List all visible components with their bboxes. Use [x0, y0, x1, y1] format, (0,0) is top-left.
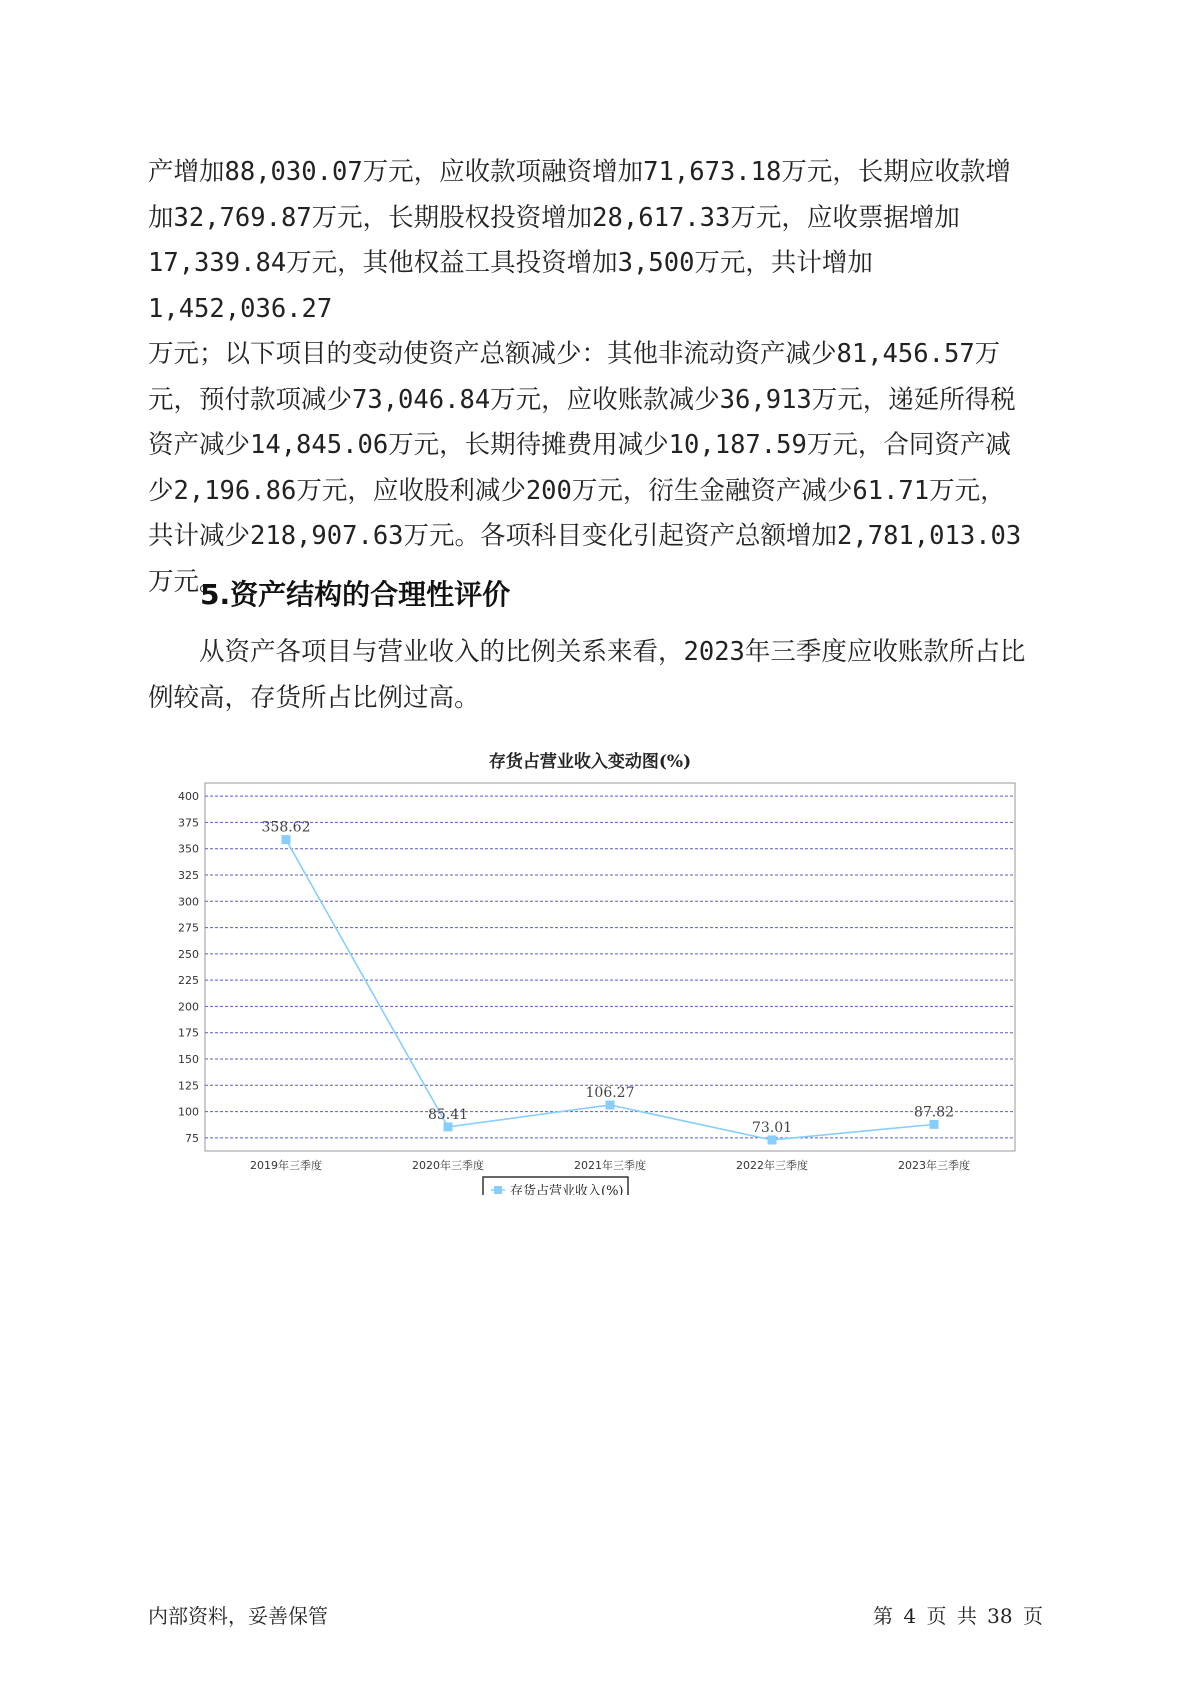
- data-point: [606, 1100, 615, 1109]
- y-tick-label: 100: [178, 1105, 199, 1119]
- y-axis: [178, 790, 199, 1145]
- body-text: [148, 150, 1048, 605]
- body-line: 共计减少218,907.63万元。各项科目变化引起资产总额增加2,781,013.03: [148, 521, 1022, 551]
- data-point: [930, 1120, 939, 1129]
- chart-title: 存货占营业收入变动图(%): [488, 752, 692, 772]
- legend: [483, 1177, 628, 1195]
- data-point: [444, 1122, 453, 1131]
- y-tick-label: 350: [178, 842, 199, 856]
- data-label: 85.41: [427, 1106, 469, 1123]
- body-line: 加32,769.87万元，长期股权投资增加28,617.33万元，应收票据增加: [148, 202, 960, 233]
- body-line: 资产减少14,845.06万元，长期待摊费用减少10,187.59万元，合同资产减: [148, 430, 1011, 460]
- inventory-ratio-chart: [150, 745, 1030, 1195]
- y-tick-label: 125: [178, 1079, 199, 1093]
- legend-label: 存货占营业收入(%): [510, 1184, 624, 1195]
- body-line: 万元；以下项目的变动使资产总额减少：其他非流动资产减少81,456.57万: [148, 339, 1001, 369]
- y-tick-label: 400: [178, 790, 199, 804]
- y-tick-label: 275: [178, 921, 199, 935]
- y-tick-label: 75: [185, 1131, 199, 1145]
- x-axis: [250, 1158, 970, 1172]
- section-paragraph: [148, 630, 1048, 721]
- body-line: 少2,196.86万元，应收股利减少200万元，衍生金融资产减少61.71万元，: [148, 475, 1006, 506]
- footer-confidential: 内部资料，妥善保管: [148, 1604, 328, 1628]
- legend-marker: [494, 1186, 502, 1194]
- body-line: 万元。: [148, 566, 225, 597]
- body-line: 17,339.84万元，其他权益工具投资增加3,500万元，共计增加1,452,036.27: [148, 248, 873, 324]
- x-tick-label: 2022年三季度: [736, 1159, 808, 1172]
- body-line: 产增加88,030.07万元，应收款项融资增加71,673.18万元，长期应收款增: [148, 157, 1011, 187]
- chart-svg: [150, 745, 1030, 1195]
- footer-page-number: 第 4 页 共 38 页: [873, 1604, 1043, 1628]
- y-tick-label: 375: [178, 816, 199, 830]
- data-label: 73.01: [751, 1119, 793, 1136]
- data-point: [768, 1135, 777, 1144]
- data-point: [282, 835, 291, 844]
- data-label: 358.62: [261, 819, 311, 836]
- section-paragraph-text: 从资产各项目与营业收入的比例关系来看，2023年三季度应收账款所占比例较高，存货所占比例过高。: [148, 637, 1026, 713]
- y-tick-label: 175: [178, 1026, 199, 1040]
- y-tick-label: 300: [178, 895, 199, 909]
- x-tick-label: 2023年三季度: [898, 1159, 970, 1172]
- y-tick-label: 150: [178, 1053, 199, 1066]
- y-tick-label: 200: [178, 1000, 199, 1014]
- x-tick-label: 2021年三季度: [574, 1159, 646, 1172]
- y-tick-label: 325: [178, 869, 199, 882]
- body-line: 元，预付款项减少73,046.84万元，应收账款减少36,913万元，递延所得税: [148, 384, 1016, 415]
- y-tick-label: 225: [178, 974, 199, 988]
- y-tick-label: 250: [178, 947, 199, 961]
- section-heading: 5.资产结构的合理性评价: [200, 578, 511, 611]
- x-tick-label: 2019年三季度: [250, 1159, 322, 1172]
- x-tick-label: 2020年三季度: [412, 1159, 484, 1172]
- data-label: 106.27: [585, 1084, 635, 1101]
- data-label: 87.82: [913, 1104, 955, 1121]
